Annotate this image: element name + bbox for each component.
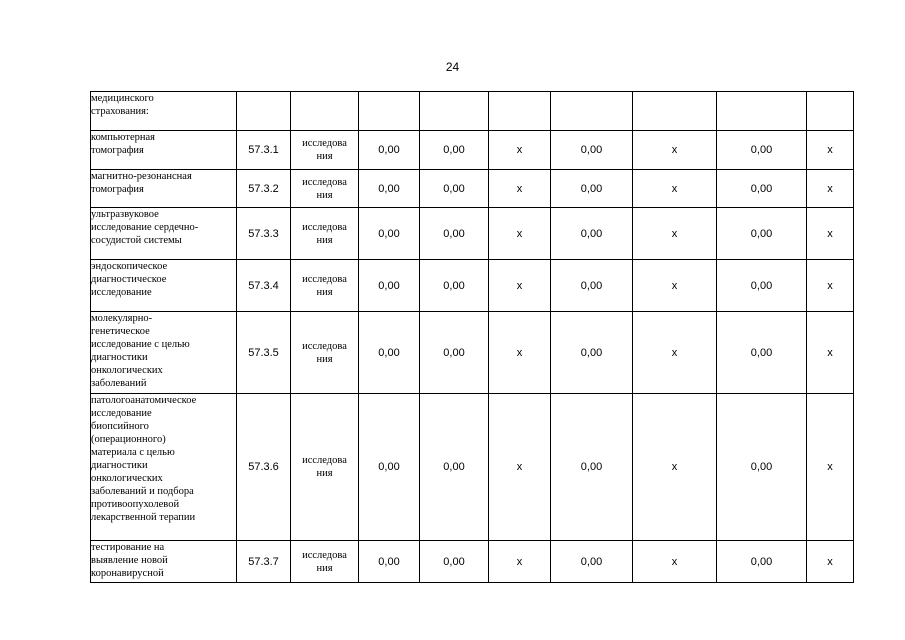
row-name-cell: [91, 92, 237, 131]
row-name-line: исследование с целью: [91, 339, 190, 350]
value-cell: 0,00: [551, 260, 633, 312]
row-name-line: томография: [91, 145, 144, 156]
value-cell: 0,00: [717, 170, 807, 208]
row-name-cell: [91, 260, 237, 312]
value-cell: 0,00: [717, 208, 807, 260]
table-row: [91, 92, 854, 131]
value-cell: [359, 92, 420, 131]
row-name-line: медицинского: [91, 93, 154, 104]
row-code-cell: 57.3.3: [237, 208, 291, 260]
not-applicable-cell: x: [489, 541, 551, 583]
row-name-line: заболеваний: [91, 378, 147, 389]
row-unit-line: ния: [316, 189, 333, 201]
value-cell: [551, 92, 633, 131]
row-name-cell: [91, 208, 237, 260]
row-code-cell: [237, 92, 291, 131]
table-row: [91, 170, 854, 208]
row-unit-line: ния: [316, 468, 333, 479]
row-unit-cell: [291, 170, 359, 208]
data-table: [90, 91, 854, 583]
row-unit-cell: [291, 92, 359, 131]
row-name-line: выявление новой: [91, 555, 168, 566]
value-cell: 0,00: [359, 394, 420, 541]
row-name-line: диагностическое: [91, 274, 167, 285]
page-number: 24: [445, 60, 460, 74]
value-cell: [717, 92, 807, 131]
value-cell: 0,00: [359, 541, 420, 583]
row-unit-line: исследова: [302, 176, 347, 188]
not-applicable-cell: x: [489, 170, 551, 208]
row-unit-cell: [291, 541, 359, 583]
not-applicable-cell: x: [633, 541, 717, 583]
row-name-line: страхования:: [91, 106, 149, 117]
row-unit-cell: [291, 260, 359, 312]
table-row: [91, 541, 854, 583]
row-name-line: сосудистой системы: [91, 235, 182, 246]
row-name-line: компьютерная: [91, 132, 155, 143]
value-cell: 0,00: [717, 312, 807, 394]
row-name-line: патологоанатомическое: [91, 395, 197, 406]
not-applicable-cell: x: [807, 131, 854, 170]
not-applicable-cell: x: [633, 312, 717, 394]
table-row: [91, 208, 854, 260]
value-cell: 0,00: [420, 170, 489, 208]
value-cell: 0,00: [359, 260, 420, 312]
row-name-line: коронавирусной: [91, 568, 164, 579]
row-code-cell: 57.3.5: [237, 312, 291, 394]
value-cell: 0,00: [551, 312, 633, 394]
row-unit-line: ния: [316, 151, 333, 162]
row-name-line: магнитно-резонансная: [91, 171, 192, 182]
value-cell: 0,00: [717, 131, 807, 170]
row-name-line: исследование: [91, 287, 152, 298]
value-cell: 0,00: [717, 541, 807, 583]
row-name-line: исследование: [91, 408, 152, 419]
row-unit-line: ния: [316, 562, 333, 574]
value-cell: 0,00: [420, 260, 489, 312]
row-name-line: диагностики: [91, 352, 148, 363]
row-unit-line: исследова: [302, 273, 347, 285]
not-applicable-cell: x: [807, 394, 854, 541]
row-name-cell: [91, 170, 237, 208]
table-row: [91, 312, 854, 394]
row-name-line: противоопухолевой: [91, 499, 180, 510]
row-code-cell: 57.3.7: [237, 541, 291, 583]
row-unit-line: исследова: [302, 138, 347, 149]
row-name-line: материала с целью: [91, 447, 175, 458]
table-row: [91, 131, 854, 170]
value-cell: [489, 92, 551, 131]
row-unit-cell: [291, 394, 359, 541]
row-code-cell: 57.3.4: [237, 260, 291, 312]
value-cell: [807, 92, 854, 131]
value-cell: 0,00: [359, 170, 420, 208]
row-name-line: (операционного): [91, 434, 166, 445]
row-unit-cell: [291, 312, 359, 394]
not-applicable-cell: x: [633, 208, 717, 260]
value-cell: 0,00: [717, 260, 807, 312]
row-name-cell: [91, 541, 237, 583]
row-name-line: лекарственной терапии: [91, 512, 196, 523]
row-code-cell: 57.3.1: [237, 131, 291, 170]
value-cell: 0,00: [359, 208, 420, 260]
not-applicable-cell: x: [633, 394, 717, 541]
row-code-cell: 57.3.2: [237, 170, 291, 208]
not-applicable-cell: x: [489, 394, 551, 541]
not-applicable-cell: x: [807, 170, 854, 208]
row-name-line: диагностики: [91, 460, 148, 471]
value-cell: [633, 92, 717, 131]
row-name-cell: [91, 131, 237, 170]
value-cell: 0,00: [420, 208, 489, 260]
row-name-line: томография: [91, 184, 144, 195]
row-name-line: биопсийного: [91, 421, 149, 432]
row-unit-line: исследова: [302, 549, 347, 561]
value-cell: 0,00: [420, 312, 489, 394]
row-name-line: молекулярно-: [91, 313, 153, 324]
row-name-line: генетическое: [91, 326, 150, 337]
row-name-cell: [91, 394, 237, 541]
value-cell: [420, 92, 489, 131]
row-unit-line: ния: [316, 286, 333, 298]
not-applicable-cell: x: [807, 208, 854, 260]
not-applicable-cell: x: [807, 541, 854, 583]
table-row: [91, 260, 854, 312]
row-unit-line: исследова: [302, 340, 347, 352]
value-cell: 0,00: [359, 312, 420, 394]
not-applicable-cell: x: [633, 131, 717, 170]
not-applicable-cell: x: [489, 260, 551, 312]
row-unit-line: ния: [316, 353, 333, 365]
value-cell: 0,00: [551, 131, 633, 170]
value-cell: 0,00: [551, 170, 633, 208]
row-name-line: эндоскопическое: [91, 261, 168, 272]
row-unit-cell: [291, 131, 359, 170]
value-cell: 0,00: [420, 541, 489, 583]
table-row: [91, 394, 854, 541]
not-applicable-cell: x: [489, 312, 551, 394]
value-cell: 0,00: [359, 131, 420, 170]
row-unit-cell: [291, 208, 359, 260]
row-name-line: исследование сердечно-: [91, 222, 199, 233]
value-cell: 0,00: [420, 394, 489, 541]
value-cell: 0,00: [717, 394, 807, 541]
row-name-line: заболеваний и подбора: [91, 486, 194, 497]
value-cell: 0,00: [420, 131, 489, 170]
row-unit-line: ния: [316, 234, 333, 246]
value-cell: 0,00: [551, 394, 633, 541]
not-applicable-cell: x: [489, 208, 551, 260]
not-applicable-cell: x: [807, 260, 854, 312]
not-applicable-cell: x: [807, 312, 854, 394]
not-applicable-cell: x: [633, 260, 717, 312]
not-applicable-cell: x: [489, 131, 551, 170]
row-name-line: онкологических: [91, 473, 163, 484]
not-applicable-cell: x: [633, 170, 717, 208]
row-name-line: онкологических: [91, 365, 163, 376]
row-unit-line: исследова: [302, 221, 347, 233]
row-name-line: ультразвуковое: [91, 209, 159, 220]
row-code-cell: 57.3.6: [237, 394, 291, 541]
value-cell: 0,00: [551, 208, 633, 260]
row-name-cell: [91, 312, 237, 394]
row-unit-line: исследова: [302, 455, 347, 466]
value-cell: 0,00: [551, 541, 633, 583]
row-name-line: тестирование на: [91, 542, 165, 553]
